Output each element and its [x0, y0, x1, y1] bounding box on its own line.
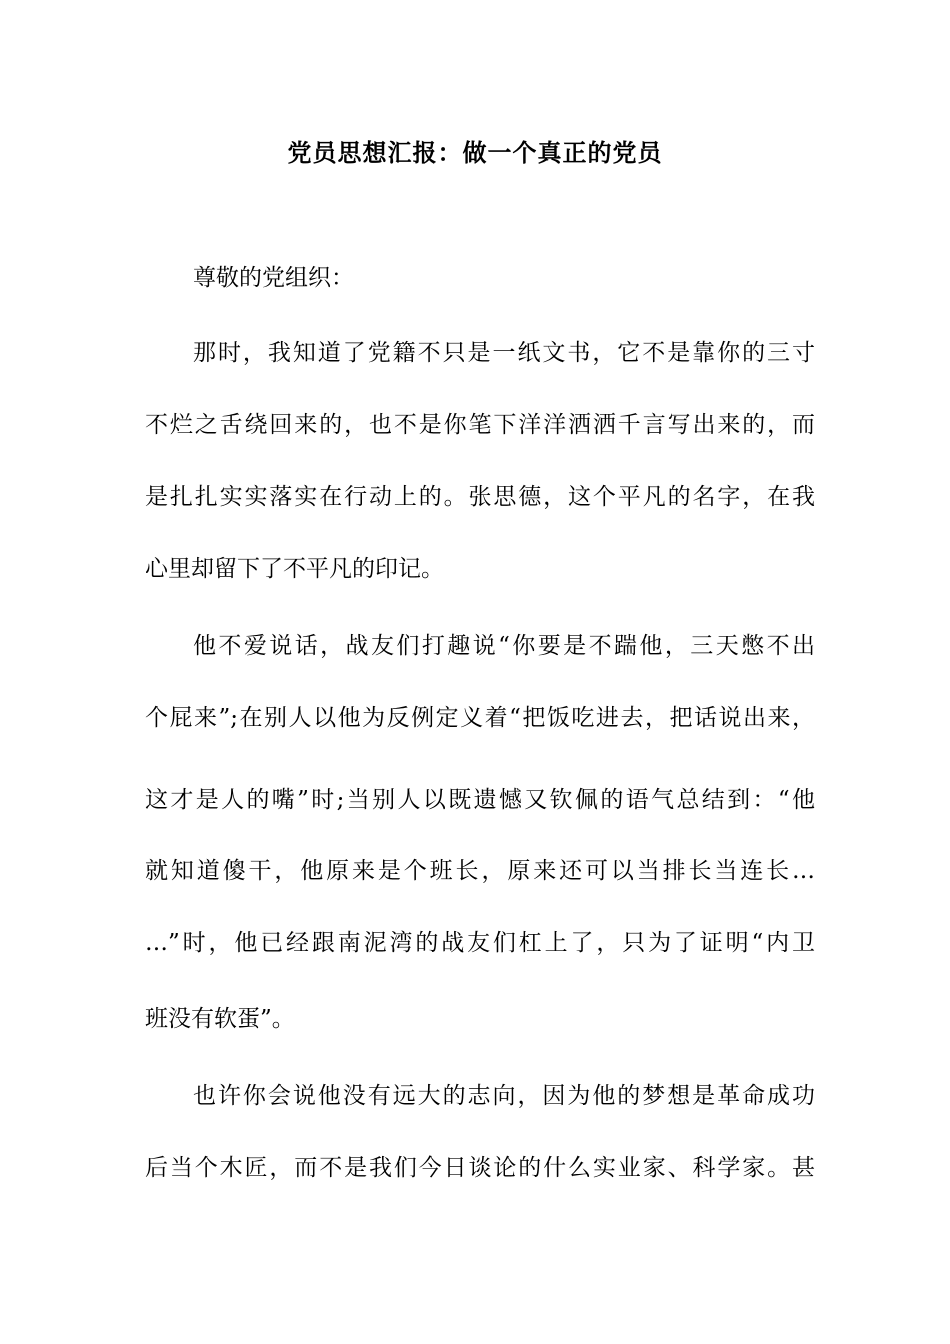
- paragraph-line: 这才是人的嘴”时;当别人以既遗憾又钦佩的语气总结到：“他: [145, 787, 815, 813]
- paragraph-line: 也许你会说他没有远大的志向，因为他的梦想是革命成功: [193, 1083, 815, 1109]
- salutation: 尊敬的党组织：: [193, 265, 354, 291]
- paragraph-line: …”时，他已经跟南泥湾的战友们杠上了，只为了证明“内卫: [145, 930, 815, 956]
- paragraph-line: 他不爱说话，战友们打趣说“你要是不踹他，三天憋不出: [193, 633, 815, 659]
- paragraph-line: 那时，我知道了党籍不只是一纸文书，它不是靠你的三寸: [193, 340, 815, 366]
- paragraph-line: 个屁来”;在别人以他为反例定义着“把饭吃进去，把话说出来，: [145, 705, 815, 731]
- paragraph-line: 不烂之舌绕回来的，也不是你笔下洋洋洒洒千言写出来的，而: [145, 412, 815, 438]
- paragraph-line: 心里却留下了不平凡的印记。: [145, 556, 444, 582]
- paragraph-line: 后当个木匠，而不是我们今日谈论的什么实业家、科学家。甚: [145, 1155, 815, 1181]
- paragraph-line: 班没有软蛋”。: [145, 1006, 295, 1032]
- paragraph-line: 是扎扎实实落实在行动上的。张思德，这个平凡的名字，在我: [145, 484, 815, 510]
- paragraph-line: 就知道傻干，他原来是个班长，原来还可以当排长当连长…: [145, 858, 815, 884]
- document-title: 党员思想汇报：做一个真正的党员: [287, 138, 663, 167]
